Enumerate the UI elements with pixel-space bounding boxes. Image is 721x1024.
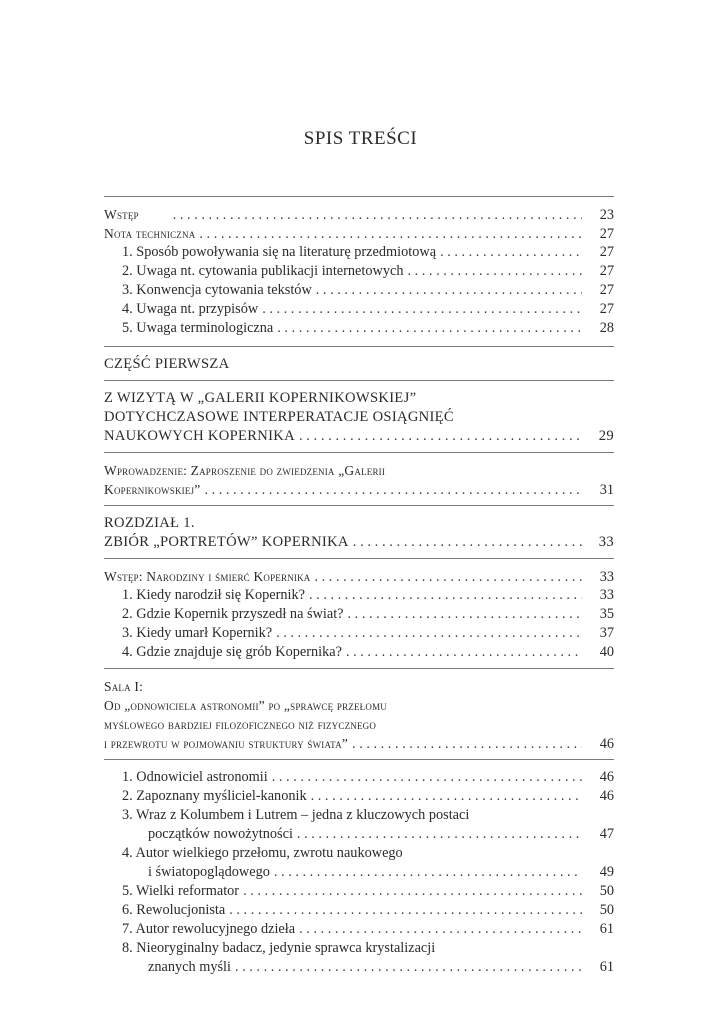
toc-entry-text: Kopernikowskiej” (104, 482, 201, 497)
dot-leader (353, 533, 582, 552)
toc-entry-text: 5. Uwaga terminologiczna (122, 320, 274, 336)
section-divider (104, 346, 614, 347)
toc-entry-text: 1. Odnowiciel astronomii (122, 769, 268, 785)
toc-page-number: 27 (599, 226, 614, 242)
sala-label: Sala I: (104, 679, 144, 694)
toc-page-number: 50 (599, 902, 614, 918)
toc-entry-text: znanych myśli (148, 959, 231, 975)
toc-entry-text: 3. Konwencja cytowania tekstów (122, 282, 312, 298)
toc-entry-text: początków nowożytności (148, 826, 293, 842)
part-label: CZĘŚĆ PIERWSZA (104, 356, 230, 372)
toc-page-number: 35 (599, 606, 614, 622)
dot-leader (348, 605, 582, 624)
toc-page-number: 28 (599, 320, 614, 336)
dot-leader (229, 901, 582, 920)
section-divider (104, 452, 614, 453)
toc-entry (104, 262, 614, 281)
dot-leader (407, 262, 582, 281)
toc-entry-text: Wstęp (104, 207, 139, 222)
toc-page-number: 40 (599, 644, 614, 660)
dot-leader (274, 863, 582, 882)
toc-entry (104, 787, 614, 806)
table-of-contents (104, 190, 614, 977)
toc-page-number: 50 (599, 883, 614, 899)
toc-entry-text: 6. Rewolucjonista (122, 902, 226, 918)
toc-page-number: 37 (599, 625, 614, 641)
dot-leader (315, 568, 583, 587)
chapter-title: ZBIÓR „PORTRETÓW” KOPERNIKA (104, 534, 349, 550)
toc-entry-text: 4. Autor wielkiego przełomu, zwrotu naukowego (122, 845, 403, 861)
chapter-label: ROZDZIAŁ 1. (104, 515, 195, 531)
toc-entry (104, 567, 614, 586)
toc-entry-text: 5. Wielki reformator (122, 883, 240, 899)
dot-leader (299, 427, 582, 446)
toc-entry (104, 319, 614, 338)
toc-entry-text: 8. Nieoryginalny badacz, jedynie sprawca krystalizacji (122, 940, 436, 956)
section-divider (104, 759, 614, 760)
part-title-line: Z WIZYTĄ W „GALERII KOPERNIKOWSKIEJ” (104, 390, 417, 406)
toc-page-number: 27 (599, 244, 614, 260)
toc-page-number: 61 (599, 959, 614, 975)
toc-entry (104, 920, 614, 939)
toc-entry-text: 1. Sposób powoływania się na literaturę przedmiotową (122, 244, 437, 260)
toc-entry-text: Nota techniczna (104, 226, 196, 241)
toc-page-number: 33 (599, 587, 614, 603)
section-divider (104, 668, 614, 669)
toc-page-number: 47 (599, 826, 614, 842)
toc-page-number: 27 (599, 263, 614, 279)
dot-leader (352, 735, 582, 754)
dot-leader (272, 768, 582, 787)
dot-leader (346, 643, 582, 662)
toc-entry (104, 586, 614, 605)
toc-entry (104, 605, 614, 624)
dot-leader (309, 586, 582, 605)
dot-leader (243, 882, 582, 901)
toc-entry-text: 3. Wraz z Kolumbem i Lutrem – jedna z kluczowych postaci (122, 807, 470, 823)
section-divider (104, 196, 614, 197)
dot-leader (204, 481, 582, 500)
toc-entry-text: Wstęp: Narodziny i śmierć Kopernika (104, 569, 311, 584)
dot-leader (235, 958, 582, 977)
toc-page-number: 46 (599, 736, 614, 752)
toc-entry (104, 768, 614, 787)
toc-entry (104, 533, 614, 552)
toc-page-number: 33 (598, 534, 614, 550)
toc-entry (104, 205, 614, 224)
dot-leader (316, 281, 582, 300)
dot-leader (173, 206, 582, 225)
toc-entry-text: 7. Autor rewolucyjnego dzieła (122, 921, 296, 937)
section-divider (104, 380, 614, 381)
toc-entry-text: 4. Uwaga nt. przypisów (122, 301, 259, 317)
toc-page-number: 46 (599, 788, 614, 804)
toc-page-number: 46 (599, 769, 614, 785)
toc-entry (104, 300, 614, 319)
toc-page-number: 23 (599, 207, 614, 223)
toc-entry (104, 427, 614, 446)
toc-entry-text: 3. Kiedy umarł Kopernik? (122, 625, 273, 641)
dot-leader (277, 319, 582, 338)
section-divider (104, 505, 614, 506)
sala-title-line: Od „odnowiciela astronomii” po „sprawcę przełomu (104, 698, 387, 713)
toc-entry-text: 2. Uwaga nt. cytowania publikacji internetowych (122, 263, 404, 279)
toc-entry (104, 480, 614, 499)
toc-entry (104, 863, 614, 882)
toc-page-number: 27 (599, 282, 614, 298)
toc-entry-text: 4. Gdzie znajduje się grób Kopernika? (122, 644, 342, 660)
toc-entry (104, 901, 614, 920)
toc-entry (104, 643, 614, 662)
toc-entry (104, 882, 614, 901)
part-title-line: NAUKOWYCH KOPERNIKA (104, 428, 295, 444)
toc-entry (104, 624, 614, 643)
toc-entry (104, 243, 614, 262)
dot-leader (440, 243, 582, 262)
toc-entry-text: Wprowadzenie: Zaproszenie do zwiedzenia „Galerii (104, 463, 386, 478)
toc-page-number: 49 (599, 864, 614, 880)
toc-entry-text: i światopoglądowego (148, 864, 270, 880)
part-title-line: DOTYCHCZASOWE INTERPERATACJE OSIĄGNIĘĆ (104, 409, 454, 425)
sala-title-line: myślowego bardziej filozoficznego niż fizycznego (104, 717, 377, 732)
toc-entry (104, 281, 614, 300)
toc-entry (104, 958, 614, 977)
toc-entry (104, 734, 614, 753)
page-title: SPIS TREŚCI (303, 128, 418, 149)
dot-leader (311, 787, 582, 806)
dot-leader (199, 225, 582, 244)
toc-page-number: 31 (599, 482, 614, 498)
toc-entry-text: 2. Zapoznany myśliciel-kanonik (122, 788, 307, 804)
toc-page-number: 33 (599, 569, 614, 585)
toc-entry (104, 224, 614, 243)
toc-page-number: 29 (598, 428, 614, 444)
dot-leader (276, 624, 582, 643)
toc-page-number: 61 (599, 921, 614, 937)
toc-entry-text: 1. Kiedy narodził się Kopernik? (122, 587, 306, 603)
toc-page-number: 27 (599, 301, 614, 317)
toc-entry (104, 825, 614, 844)
toc-entry-text: 2. Gdzie Kopernik przyszedł na świat? (122, 606, 344, 622)
dot-leader (299, 920, 582, 939)
dot-leader (262, 300, 582, 319)
dot-leader (297, 825, 582, 844)
sala-title-line: i przewrotu w pojmowaniu struktury świata” (104, 736, 349, 751)
section-divider (104, 558, 614, 559)
